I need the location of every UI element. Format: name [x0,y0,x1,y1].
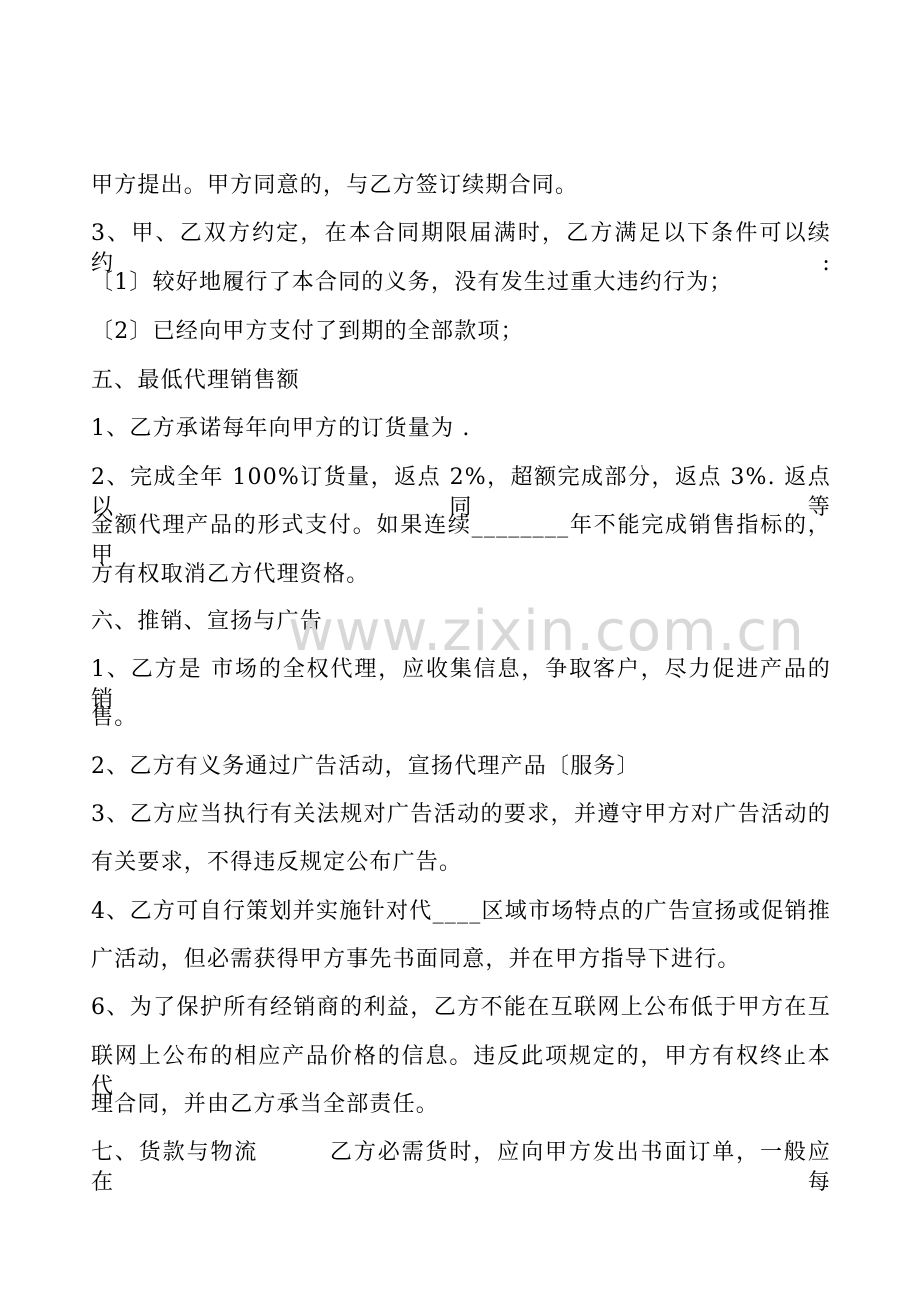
text-line: 〔1〕较好地履行了本合同的义务，没有发生过重大违约行为； [91,270,733,295]
text-line: 1、乙方承诺每年向甲方的订货量为 . [91,416,471,441]
text-line: 联网上公布的相应产品价格的信息。违反此项规定的，甲方有权终止本代 [91,1044,831,1099]
text-line: 金额代理产品的形式支付。如果连续________年不能完成销售指标的，甲 [91,513,831,568]
watermark: www.zixin.com.cn [288,599,805,664]
text-line: 2、完成全年 100%订货量，返点 2%，超额完成部分，返点 3%. 返点以同等 [91,465,831,520]
section-heading: 六、推销、宣扬与广告 [91,609,324,634]
text-line: 方有权取消乙方代理资格。 [91,562,370,587]
text-line: 4、乙方可自行策划并实施针对代____区域市场特点的广告宣扬或促销推 [91,899,831,924]
text-line: 售。 [91,705,138,730]
text-line: 七、货款与物流 乙方必需货时，应向甲方发出书面订单，一般应在每 [91,1140,831,1195]
text-line: 3、乙方应当执行有关法规对广告活动的要求，并遵守甲方对广告活动的 [91,802,831,827]
text-line: 1、乙方是 市场的全权代理，应收集信息，争取客户，尽力促进产品的销 [91,657,831,712]
text-line: 广活动，但必需获得甲方事先书面同意，并在甲方指导下进行。 [91,947,741,972]
text-line: 理合同，并由乙方承当全部责任。 [91,1092,440,1117]
text-line: 甲方提出。甲方同意的，与乙方签订续期合同。 [91,173,579,198]
section-heading: 五、最低代理销售额 [91,368,300,393]
text-line: 〔2〕已经向甲方支付了到期的全部款项； [91,319,524,344]
text-line: 2、乙方有义务通过广告活动，宣扬代理产品〔服务〕 [91,754,640,779]
text-line: 有关要求，不得违反规定公布广告。 [91,850,463,875]
text-line: 6、为了保护所有经销商的利益，乙方不能在互联网上公布低于甲方在互 [91,995,831,1020]
text-line: 3、甲、乙双方约定，在本合同期限届满时，乙方满足以下条件可以续约: [91,221,831,276]
